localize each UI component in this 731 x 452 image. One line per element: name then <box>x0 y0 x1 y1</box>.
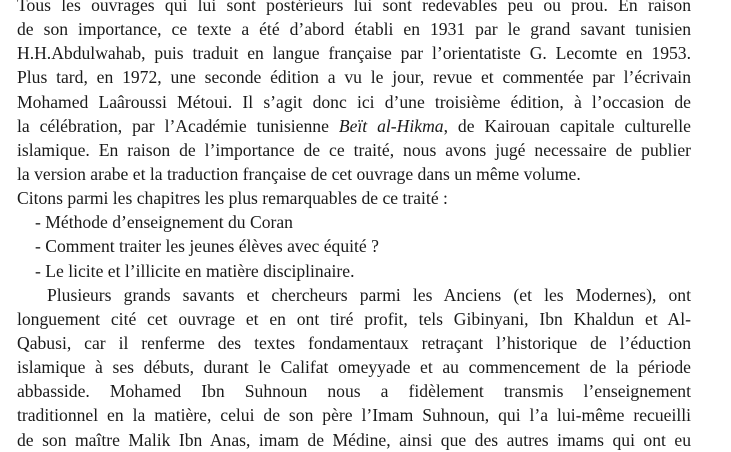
list-item: - Méthode d’enseignement du Coran <box>35 212 293 233</box>
list-intro: Citons parmi les chapitres les plus remarquables de ce traité : <box>17 188 448 209</box>
text-segment: la célébration, par l’Académie tunisienne <box>17 115 339 136</box>
text-line: longuement cité cet ouvrage et en ont tiré profit, tels Gibinyani, Ibn Khaldun et Al- <box>17 308 691 329</box>
text-segment: , de Kairouan capitale culturelle <box>443 115 691 136</box>
text-line: islamique. En raison de l’importance de ce traité, nous avons jugé necessaire de publier <box>17 139 691 160</box>
text-line: abbasside. Mohamed Ibn Suhnoun nous a fidèlement transmis l’enseignement <box>17 381 691 402</box>
list-item: - Le licite et l’illicite en matière disciplinaire. <box>35 260 355 281</box>
italic-title: Beït al-Hikma <box>338 115 444 136</box>
text-line <box>17 114 691 138</box>
document-page <box>17 0 691 452</box>
text-line: Plusieurs grands savants et chercheurs parmi les Anciens (et les Modernes), ont <box>47 284 691 305</box>
text-line: Plus tard, en 1972, une seconde édition a vu le jour, revue et commentée par l’écrivain <box>17 67 691 88</box>
text-line: islamique à ses débuts, durant le Califat omeyyade et au commencement de la période <box>17 357 691 378</box>
text-line: de son maître Malik Ibn Anas, imam de Médine, ainsi que des autres imams qui ont eu <box>17 429 691 450</box>
text-line: la version arabe et la traduction française de cet ouvrage dans un même volume. <box>17 163 581 184</box>
list-item: - Comment traiter les jeunes élèves avec équité ? <box>35 236 379 257</box>
text-line: H.H.Abdulwahab, puis traduit en langue française par l’orientatiste G. Lecomte en 1953. <box>17 43 691 64</box>
text-line: Tous les ouvrages qui lui sont postérieurs lui sont redevables peu ou prou. En raison <box>17 0 691 15</box>
text-line: traditionnel en la matière, celui de son père l’Imam Suhnoun, qui l’a lui-même recueilli <box>17 405 691 426</box>
text-line: Qabusi, car il renferme des textes fondamentaux retraçant l’historique de l’éduction <box>17 332 691 353</box>
text-line: Mohamed Laâroussi Métoui. Il s’agit donc ici d’une troisième édition, à l’occasion de <box>17 91 691 112</box>
text-line: de son importance, ce texte a été d’abord établi en 1931 par le grand savant tunisien <box>17 19 691 40</box>
